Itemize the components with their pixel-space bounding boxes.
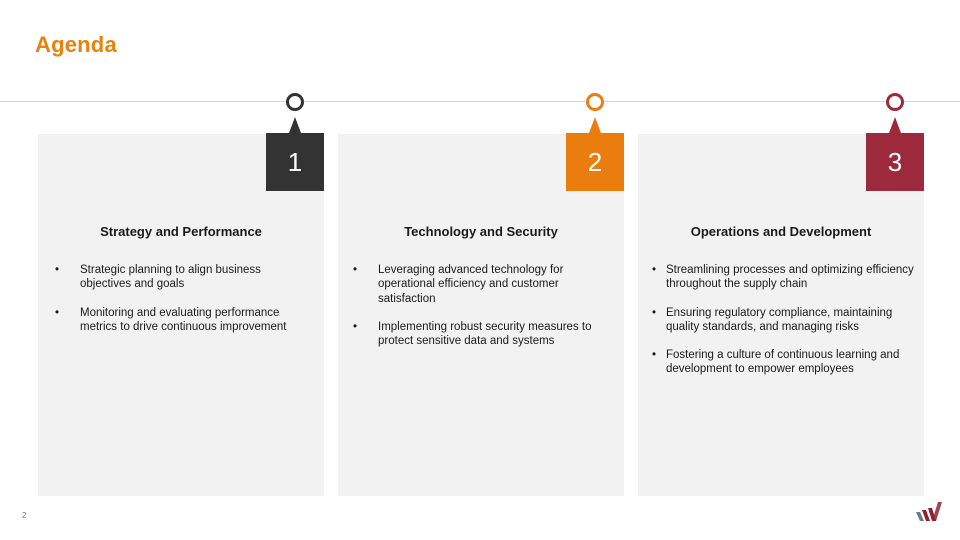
list-item: • Streamlining processes and optimizing efficiency throughout the supply chain	[652, 264, 914, 291]
bullet-icon: •	[55, 264, 60, 276]
timeline-rule	[0, 101, 960, 102]
list-item: • Leveraging advanced technology for operational efficiency and customer satisfaction	[353, 264, 564, 305]
card-2-bullets	[353, 263, 607, 362]
card-2-title: Technology and Security	[404, 224, 558, 239]
stripes-logo-icon	[916, 502, 942, 522]
card-1-title: Strategy and Performance	[100, 224, 262, 239]
page-number: 2	[22, 511, 27, 520]
timeline-marker-1-icon	[286, 93, 304, 111]
timeline-marker-3-icon	[886, 93, 904, 111]
bullet-icon: •	[652, 349, 657, 362]
pointer-3-icon	[889, 117, 901, 133]
list-item: • Implementing robust security measures to protect sensitive data and systems	[353, 320, 592, 348]
pointer-1-icon	[289, 117, 301, 133]
card-3-bullets	[652, 263, 914, 391]
step-number-2: 2	[566, 133, 624, 191]
pointer-2-icon	[589, 117, 601, 133]
bullet-icon: •	[353, 264, 358, 276]
step-number-3: 3	[866, 133, 924, 191]
card-1-bullets	[55, 263, 305, 348]
list-item: • Ensuring regulatory compliance, maintaining quality standards, and managing risks	[652, 306, 893, 333]
timeline-marker-2-icon	[586, 93, 604, 111]
bullet-icon: •	[652, 264, 657, 276]
list-item: • Fostering a culture of continuous learning and development to empower employees	[652, 349, 900, 376]
list-item: • Monitoring and evaluating performance metrics to drive continuous improvement	[55, 306, 287, 333]
bullet-icon: •	[353, 320, 358, 333]
list-item: • Strategic planning to align business objectives and goals	[55, 264, 261, 291]
step-number-1: 1	[266, 133, 324, 191]
bullet-icon: •	[652, 306, 657, 319]
slide-title: Agenda	[35, 32, 117, 57]
bullet-icon: •	[55, 306, 60, 319]
card-3-title: Operations and Development	[690, 224, 872, 239]
